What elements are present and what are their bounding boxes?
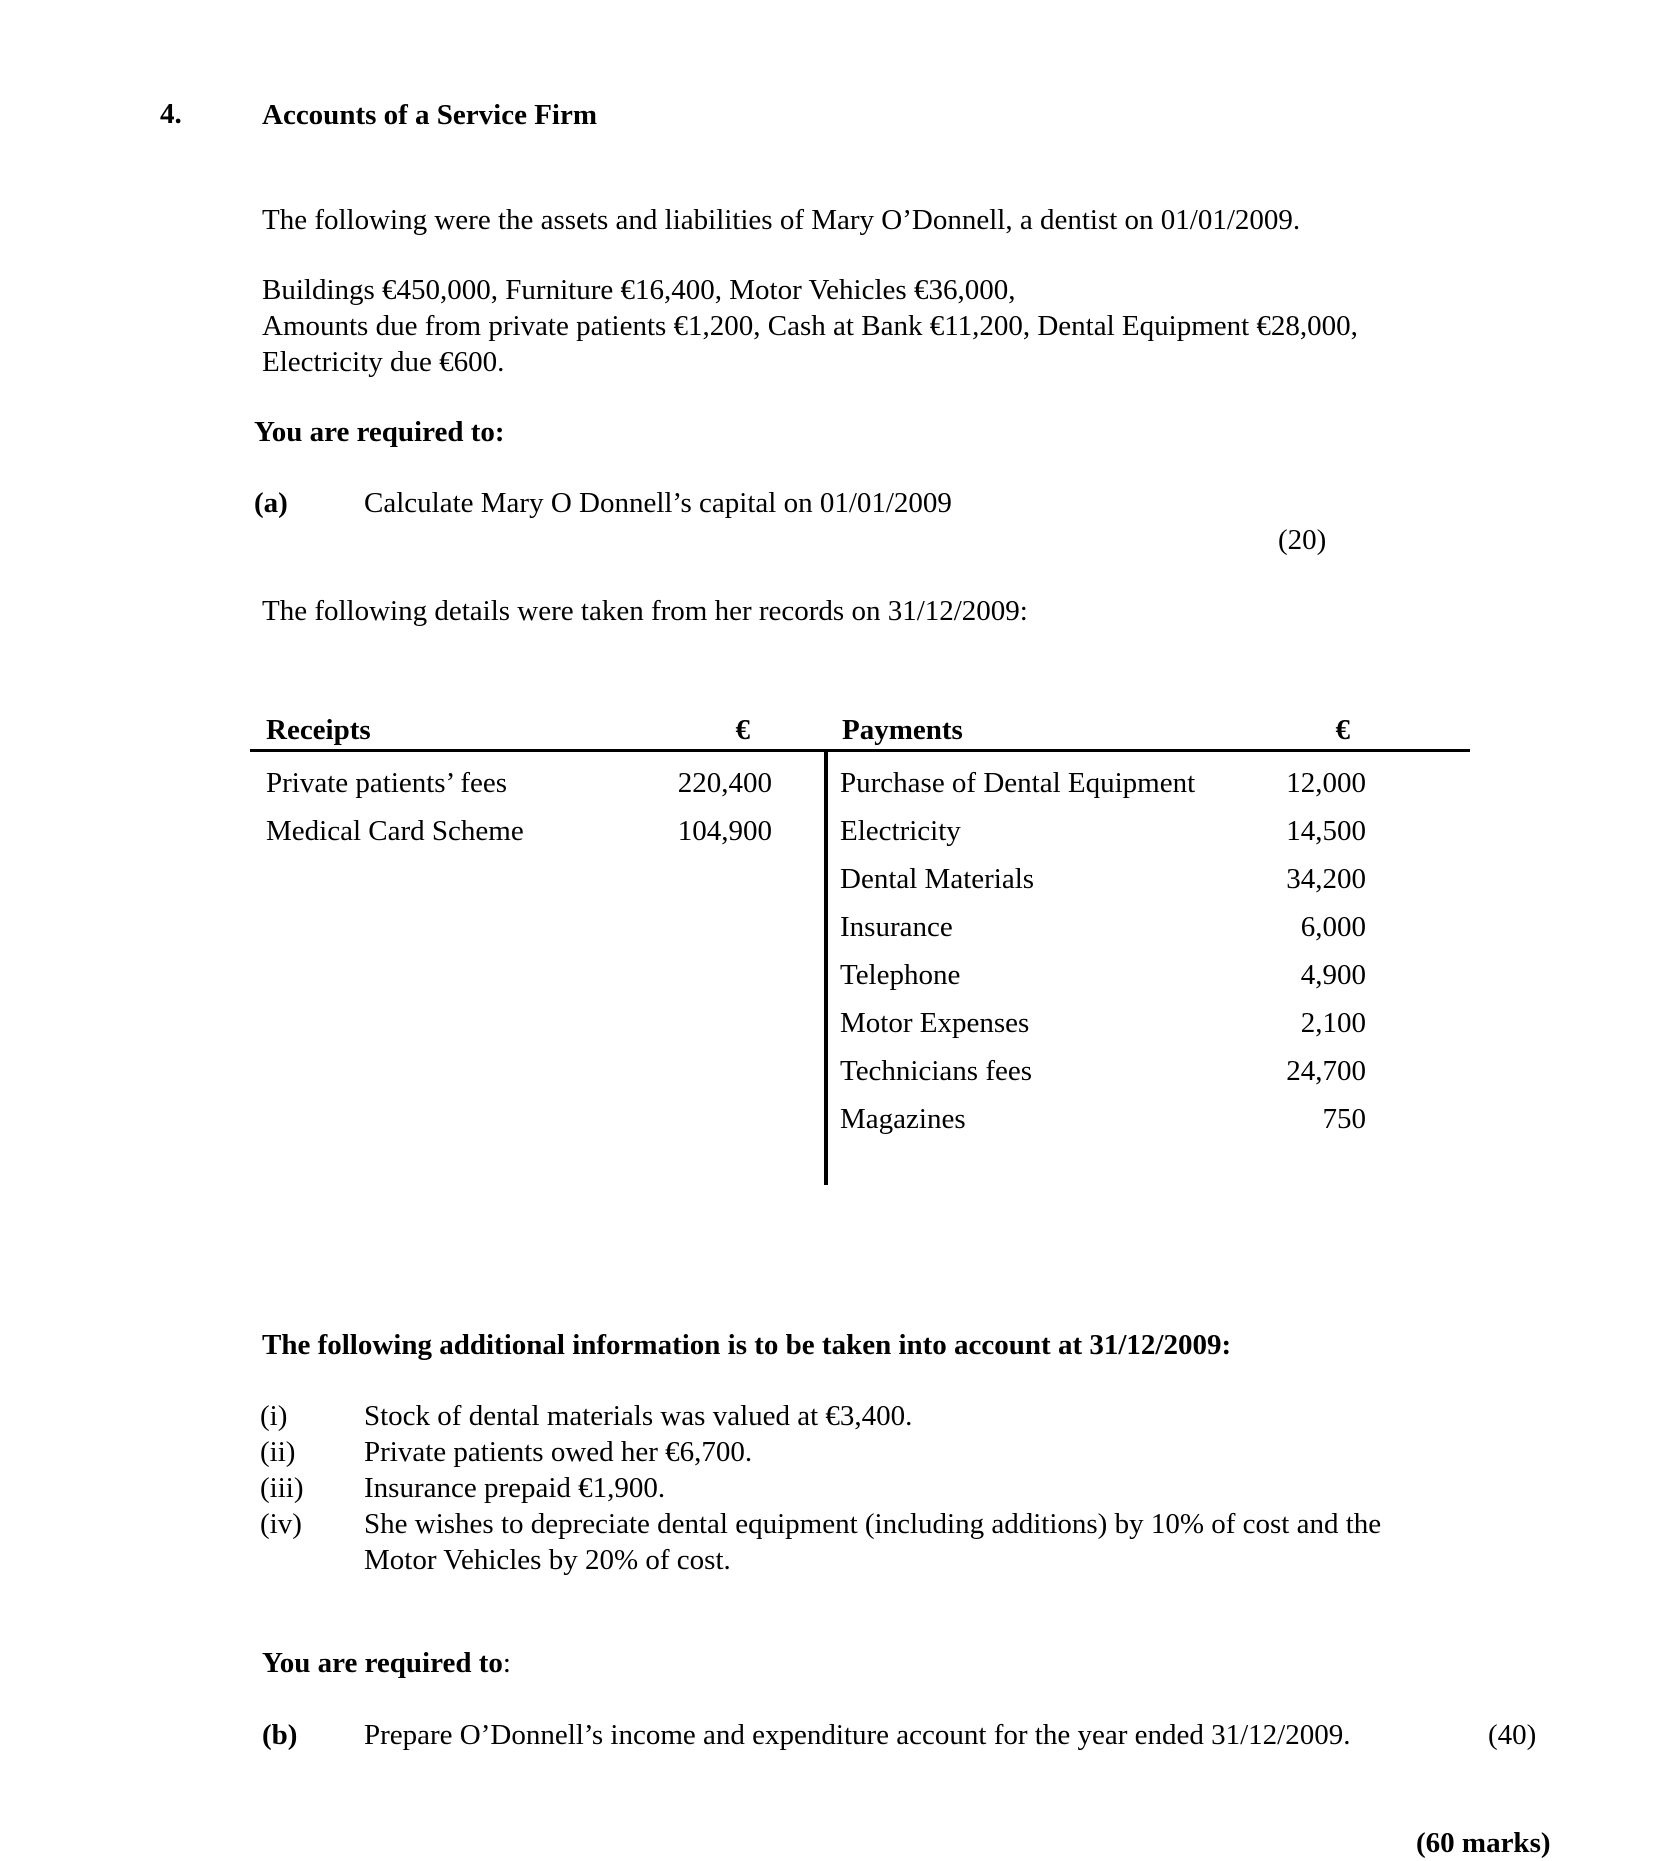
payments-header: Payments — [842, 714, 963, 746]
receipt-amount: 220,400 — [677, 767, 772, 799]
part-b-marks: (40) — [1488, 1719, 1537, 1751]
required-heading-b-text: You are required to — [262, 1647, 503, 1679]
payment-label: Purchase of Dental Equipment — [840, 767, 1196, 799]
item-text: Stock of dental materials was valued at €3,400. — [364, 1400, 913, 1432]
part-a-text: Calculate Mary O Donnell’s capital on 01/01/2009 — [364, 487, 952, 519]
part-a-label: (a) — [254, 487, 288, 519]
question-number: 4. — [160, 98, 182, 130]
item-number: (ii) — [260, 1436, 296, 1468]
payment-label: Electricity — [840, 815, 961, 847]
item-number: (iv) — [260, 1508, 302, 1540]
payment-amount: 34,200 — [1286, 863, 1366, 895]
payment-label: Technicians fees — [840, 1055, 1033, 1087]
item-number: (iii) — [260, 1472, 304, 1504]
item-text-continued: Motor Vehicles by 20% of cost. — [364, 1544, 731, 1576]
part-b-label: (b) — [262, 1719, 298, 1751]
payment-amount: 14,500 — [1286, 815, 1366, 847]
receipt-label: Medical Card Scheme — [266, 815, 524, 847]
receipts-header: Receipts — [266, 714, 371, 746]
item-text: Insurance prepaid €1,900. — [364, 1472, 666, 1504]
payment-amount: 12,000 — [1286, 767, 1366, 799]
total-marks: (60 marks) — [1416, 1827, 1551, 1859]
payment-label: Insurance — [840, 911, 953, 943]
payment-amount: 750 — [1322, 1103, 1366, 1135]
question-title: Accounts of a Service Firm — [262, 99, 598, 131]
additional-heading: The following additional information is to be taken into account at 31/12/2009: — [262, 1329, 1232, 1361]
payment-amount: 4,900 — [1300, 959, 1366, 991]
payment-amount: 2,100 — [1300, 1007, 1366, 1039]
required-heading-a: You are required to: — [254, 416, 505, 448]
payment-amount: 6,000 — [1300, 911, 1366, 943]
assets-line-1: Buildings €450,000, Furniture €16,400, Motor Vehicles €36,000, — [262, 274, 1016, 306]
payments-currency-header: € — [1335, 714, 1350, 746]
receipts-currency-header: € — [735, 714, 750, 746]
receipt-label: Private patients’ fees — [266, 767, 508, 799]
part-b-text: Prepare O’Donnell’s income and expenditure account for the year ended 31/12/2009. — [364, 1719, 1351, 1751]
header-rule — [250, 749, 1470, 752]
item-text: She wishes to depreciate dental equipment (including additions) by 10% of cost and the — [364, 1508, 1382, 1540]
required-heading-b-colon: : — [502, 1647, 511, 1679]
payment-amount: 24,700 — [1286, 1055, 1366, 1087]
item-text: Private patients owed her €6,700. — [364, 1436, 753, 1468]
center-divider — [824, 749, 828, 1185]
assets-line-3: Electricity due €600. — [262, 346, 505, 378]
records-intro: The following details were taken from her records on 31/12/2009: — [262, 595, 1028, 627]
receipt-amount: 104,900 — [677, 815, 772, 847]
assets-line-2: Amounts due from private patients €1,200, Cash at Bank €11,200, Dental Equipment €28,000, — [262, 310, 1358, 342]
payment-label: Magazines — [840, 1103, 966, 1135]
payment-label: Telephone — [840, 959, 961, 991]
payment-label: Motor Expenses — [840, 1007, 1030, 1039]
payment-label: Dental Materials — [840, 863, 1035, 895]
item-number: (i) — [260, 1400, 288, 1432]
part-a-marks: (20) — [1278, 524, 1327, 556]
intro-text: The following were the assets and liabilities of Mary O’Donnell, a dentist on 01/01/2009. — [262, 204, 1301, 236]
required-heading-b — [262, 1646, 511, 1681]
